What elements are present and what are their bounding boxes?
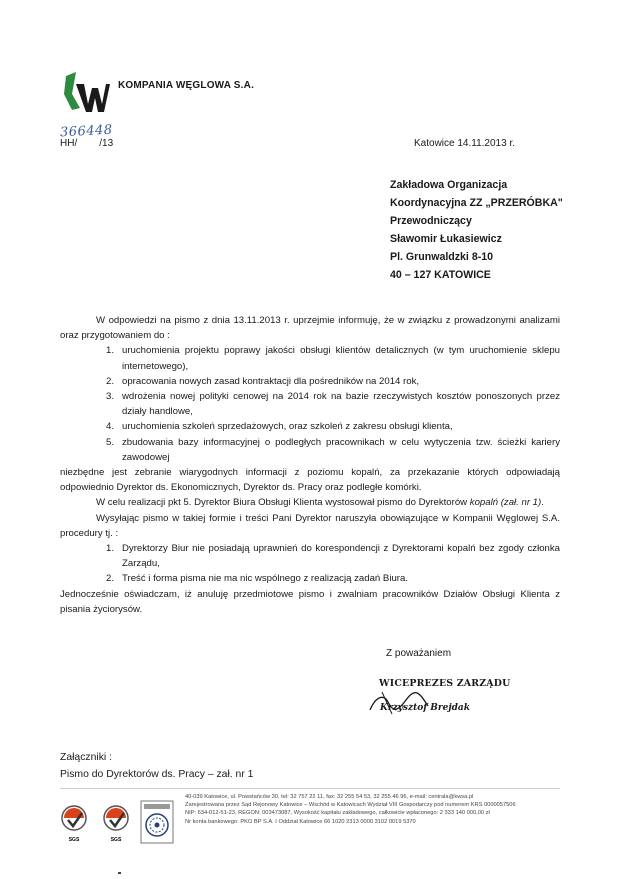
list-item: 2. Treść i forma pisma nie ma nic wspólnego z realizacją zadań Biura. <box>106 573 408 585</box>
ref-suffix: /13 <box>99 138 114 149</box>
cert-label: SGS <box>68 837 80 843</box>
signatory-title: WICEPREZES ZARZĄDU <box>379 678 511 689</box>
footer-company-info <box>185 793 575 826</box>
footer-line: NIP: 634-012-51-23, REGON: 003473087, Wysokość kapitału zakładowego, całkowicie wpłaconego: 2 333 140 000,00 zł <box>185 810 490 817</box>
list-item: 1. uruchomienia projektu poprawy jakości obsługi klientów detalicznych (w tym uruchomienie sklepu internetowego), <box>106 345 560 372</box>
regards-text: Z poważaniem <box>386 648 452 659</box>
list-item: 3. wdrożenia nowej polityki cenowej na 2014 rok na bazie rzeczywistych kosztów ponoszonych przez działy handlowe, <box>106 391 560 418</box>
letter-body <box>60 313 560 617</box>
ref-prefix: HH/ <box>60 138 78 149</box>
footer-divider <box>60 788 560 789</box>
intro-paragraph: W odpowiedzi na pismo z dnia 13.11.2013 r. uprzejmie informuję, że w związku z prowadzonymi analizami oraz przygotowaniem do : <box>60 315 560 342</box>
closing-paragraph: Jednocześnie oświadczam, iż anuluję przedmiotowe pismo i zwalniam pracowników Działów Obsługi Klienta z pisania życiorysów. <box>60 588 560 615</box>
footer-line: Nr konta bankowego: PKO BP S.A. I Oddział Katowice 66 1020 2313 0000 3102 0019 5370 <box>185 818 416 825</box>
addressee-line: Pl. Grunwaldzki 8-10 <box>390 251 494 263</box>
list-item: 2. opracowania nowych zasad kontraktacji dla pośredników na 2014 rok, <box>106 375 420 387</box>
addressee-block <box>390 176 563 284</box>
cert-label: SGS <box>110 837 122 843</box>
company-name: KOMPANIA WĘGLOWA S.A. <box>118 80 255 91</box>
letter-date: Katowice 14.11.2013 r. <box>414 138 515 149</box>
handwritten-registry-number: 366448 <box>59 122 113 141</box>
procedures-list <box>60 541 560 587</box>
sgs-certification-icon <box>102 804 130 844</box>
addressee-line: Sławomir Łukasiewicz <box>390 233 502 245</box>
sgs-certification-icon <box>60 804 88 844</box>
company-logo <box>62 70 110 114</box>
reference-number <box>60 138 113 149</box>
attachments-title: Załączniki : <box>60 752 112 763</box>
tasks-list <box>60 343 560 465</box>
attachment-item: Pismo do Dyrektorów ds. Pracy – zał. nr 1 <box>60 769 254 780</box>
footer-line: Zarejestrowana przez Sąd Rejonowy Katowice – Wschód w Katowicach Wydział VIII Gospodarczy pod numerem KRS 0000057506 <box>185 802 516 809</box>
signatory-name: Krzysztof Brejdak <box>380 703 470 713</box>
after-list-paragraph: niezbędne jest zebranie wiarygodnych informacji z poziomu kopalń, za przekazanie których odpowiadają odpowiednio Dyrektor ds. Ekonomicznych, Dyrektor ds. Pracy oraz podległe komórki. <box>60 467 560 494</box>
addressee-line: Zakładowa Organizacja <box>390 179 508 191</box>
addressee-line: 40 – 127 KATOWICE <box>390 269 491 281</box>
list-item: 5. zbudowania bazy informacyjnej o podległych pracownikach w celu wytyczenia tzw. ścieżki kariery zawodowej <box>106 436 560 463</box>
list-item: 1. Dyrektorzy Biur nie posiadają uprawnień do korespondencji z Dyrektorami kopalń bez zgody członka Zarządu, <box>106 543 560 570</box>
violation-paragraph: Wysyłając pismo w takiej formie i treści Pani Dyrektor naruszyła obowiązujące w Kompanii Węglowej S.A. procedury tj. : <box>60 512 560 539</box>
addressee-line: Przewodniczący <box>390 215 472 227</box>
list-item: 4. uruchomienia szkoleń sprzedażowych, oraz szkoleń z zakresu obsługi klienta, <box>106 421 453 433</box>
quality-seal-icon <box>140 800 174 844</box>
realization-paragraph: W celu realizacji pkt 5. Dyrektor Biura Obsługi Klienta wystosował pismo do Dyrektorów kopalń (zał. nr 1). <box>96 497 544 509</box>
addressee-line: Koordynacyjna ZZ „PRZERÓBKA" <box>390 197 563 209</box>
footer-line: 40-039 Katowice, ul. Powstańców 30, tel: 32 757 22 11, fax: 32 255 54 53, 32 255 46 96, e-mail: centrala@kwsa.pl <box>185 794 474 800</box>
scan-artifact-mark <box>118 872 121 874</box>
